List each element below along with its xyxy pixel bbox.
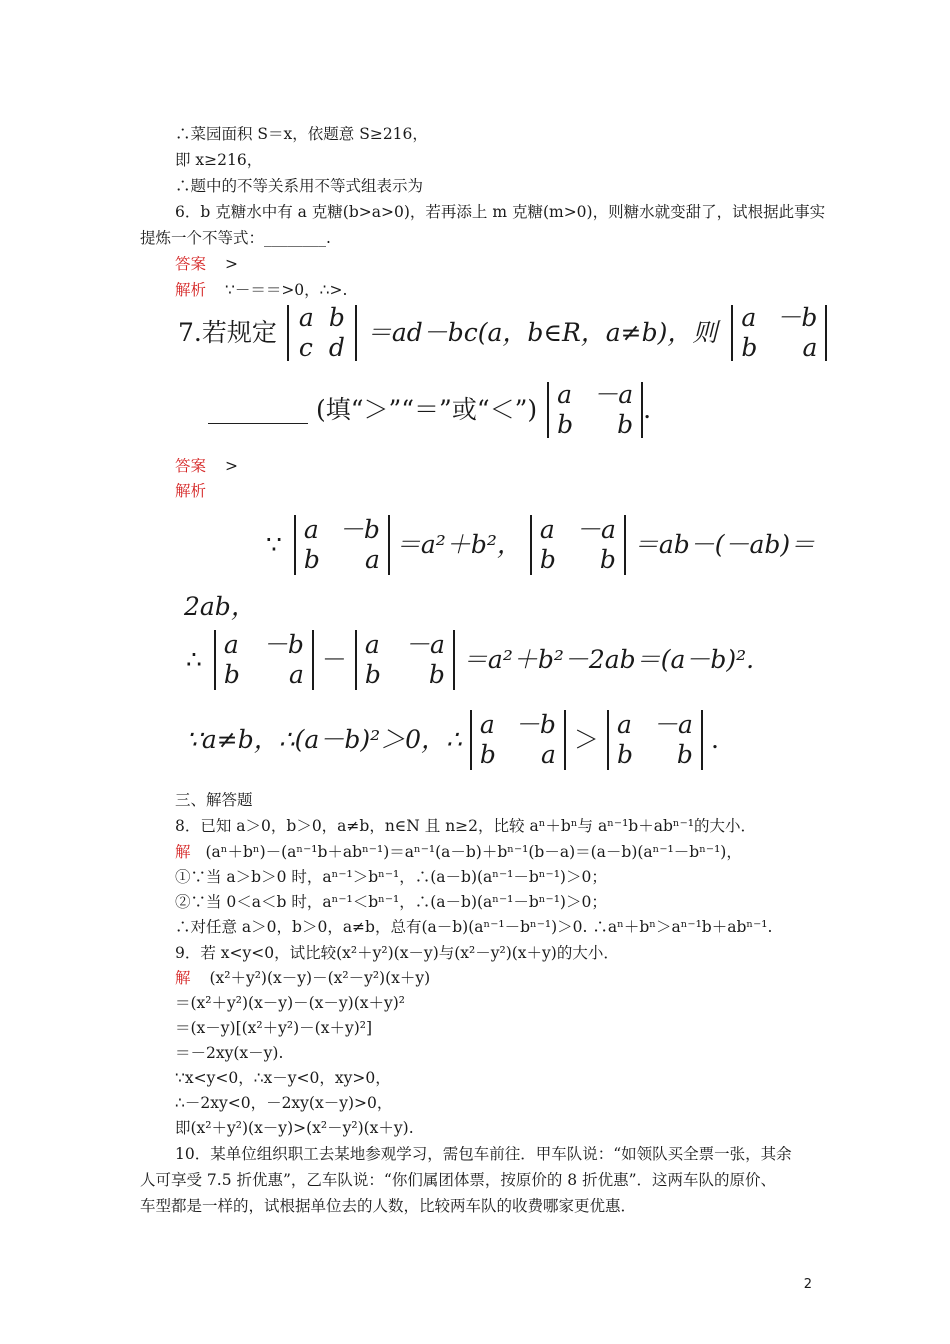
- expr-a2b2: ＝a²＋b²，: [395, 530, 522, 559]
- determinant-abcd: a b c d: [287, 305, 357, 361]
- solution-9-line4: ＝－2xy(x－y).: [175, 1044, 284, 1062]
- answer-7: [175, 456, 238, 476]
- question-6-line2: 提炼一个不等式：________.: [140, 229, 331, 247]
- period: .: [710, 725, 719, 754]
- solution-text: ∵－＝＝>0，∴>.: [224, 281, 348, 299]
- solution-6: [175, 280, 347, 300]
- solution-9-line2: ＝(x²＋y²)(x－y)－(x－y)(x＋y)²: [175, 994, 406, 1012]
- minus-sign: －: [321, 645, 347, 674]
- solution-9-line5: ∵x<y<0，∴x－y<0，xy>0，: [175, 1069, 391, 1087]
- page-number: 2: [803, 1277, 812, 1292]
- solution-text: (aⁿ＋bⁿ)－(aⁿ⁻¹b＋abⁿ⁻¹)＝aⁿ⁻¹(a－b)＋bⁿ⁻¹(b－a)＝(a－b)(aⁿ⁻¹－bⁿ⁻¹)，: [205, 843, 742, 861]
- determinant-a-nega: a －a b b: [547, 382, 643, 438]
- expr-square: ＝a²＋b²－2ab＝(a－b)².: [462, 645, 755, 674]
- solution-8-line3: ②∵当 0＜a＜b 时，aⁿ⁻¹＜bⁿ⁻¹，∴(a－b)(aⁿ⁻¹－bⁿ⁻¹)＞0；: [175, 893, 607, 911]
- solution-9-line7: 即(x²＋y²)(x－y)>(x²－y²)(x＋y).: [175, 1119, 414, 1137]
- answer-value: >: [224, 457, 238, 475]
- determinant-a-negb: a －b b a: [470, 710, 566, 770]
- question-10-line1: 10．某单位组织职工去某地参观学习，需包车前往．甲车队说：“如领队买全票一张，其余: [175, 1145, 792, 1163]
- question-9: 9．若 x<y<0，试比较(x²＋y²)(x－y)与(x²－y²)(x＋y)的大小．: [175, 944, 619, 962]
- solution-9-line6: ∴－2xy<0，－2xy(x－y)>0，: [175, 1094, 393, 1112]
- q7-period: .: [643, 395, 652, 424]
- q7-blank-hint: ________ (填“＞”“＝”或“＜”): [208, 395, 538, 424]
- question-7-line1: [178, 305, 827, 361]
- solution-label: 解: [175, 843, 191, 861]
- determinant-a-nega: a －a b b: [530, 515, 626, 575]
- solution-7-label: [175, 481, 206, 501]
- determinant-a-negb: a －b b a: [294, 515, 390, 575]
- solution-label: 解: [175, 969, 191, 987]
- line-area: ∴菜园面积 S＝x，依题意 S≥216，: [175, 125, 428, 143]
- question-10-line2: 人可享受 7.5 折优惠”，乙车队说：“你们属团体票，按原价的 8 折优惠”．这两车队的原价、: [140, 1171, 776, 1189]
- therefore-symbol: ∴: [186, 645, 202, 674]
- solution-7-line4: [186, 710, 719, 770]
- q7-definition: ＝ad－bc(a，b∈R，a≠b)，则: [366, 318, 718, 347]
- solution-9-line3: ＝(x－y)[(x²＋y²)－(x＋y)²]: [175, 1019, 373, 1037]
- solution-text: (x²＋y²)(x－y)－(x²－y²)(x＋y): [209, 969, 431, 987]
- answer-label: 答案: [175, 255, 207, 273]
- solution-8-line4: ∴对任意 a＞0，b＞0，a≠b，总有(a－b)(aⁿ⁻¹－bⁿ⁻¹)＞0. ∴aⁿ＋bⁿ＞aⁿ⁻¹b＋abⁿ⁻¹.: [175, 918, 773, 936]
- question-6-line1: 6．b 克糖水中有 a 克糖(b>a>0)，若再添上 m 克糖(m>0)，则糖水就变甜了，试根据此事实: [175, 203, 826, 221]
- answer-label: 答案: [175, 457, 207, 475]
- determinant-a-negb: a －b b a: [731, 305, 827, 361]
- determinant-a-negb: a －b b a: [214, 630, 314, 690]
- line-system: ∴题中的不等关系用不等式组表示为: [175, 177, 424, 195]
- answer-value: >: [224, 255, 238, 273]
- solution-7-line1: [266, 515, 815, 575]
- conclusion-text: ∵a≠b，∴(a－b)²＞0，∴: [186, 725, 462, 754]
- solution-9-line1: [175, 968, 430, 988]
- answer-6: [175, 254, 238, 274]
- determinant-a-nega: a －a b b: [607, 710, 703, 770]
- greater-sign: ＞: [573, 725, 599, 754]
- solution-8-line1: [175, 842, 742, 862]
- solution-8-line2: ①∵当 a＞b＞0 时，aⁿ⁻¹＞bⁿ⁻¹，∴(a－b)(aⁿ⁻¹－bⁿ⁻¹)＞0；: [175, 868, 607, 886]
- solution-7-line2: 2ab，: [184, 592, 256, 621]
- solution-label: 解析: [175, 281, 207, 299]
- section-title: 三、解答题: [175, 791, 253, 809]
- line-x-bound: 即 x≥216，: [175, 151, 263, 169]
- expr-ab: ＝ab－(－ab)＝: [633, 530, 816, 559]
- solution-7-line3: [186, 630, 754, 690]
- determinant-a-nega: a －a b b: [355, 630, 455, 690]
- question-8: 8．已知 a＞0，b＞0，a≠b，n∈N 且 n≥2，比较 aⁿ＋bⁿ与 aⁿ⁻¹b＋abⁿ⁻¹的大小．: [175, 817, 756, 835]
- since-symbol: ∵: [266, 530, 282, 559]
- solution-label: 解析: [175, 482, 207, 500]
- q7-prefix: 7.若规定: [178, 318, 277, 347]
- question-10-line3: 车型都是一样的，试根据单位去的人数，比较两车队的收费哪家更优惠．: [140, 1197, 637, 1215]
- question-7-line2: [208, 382, 651, 438]
